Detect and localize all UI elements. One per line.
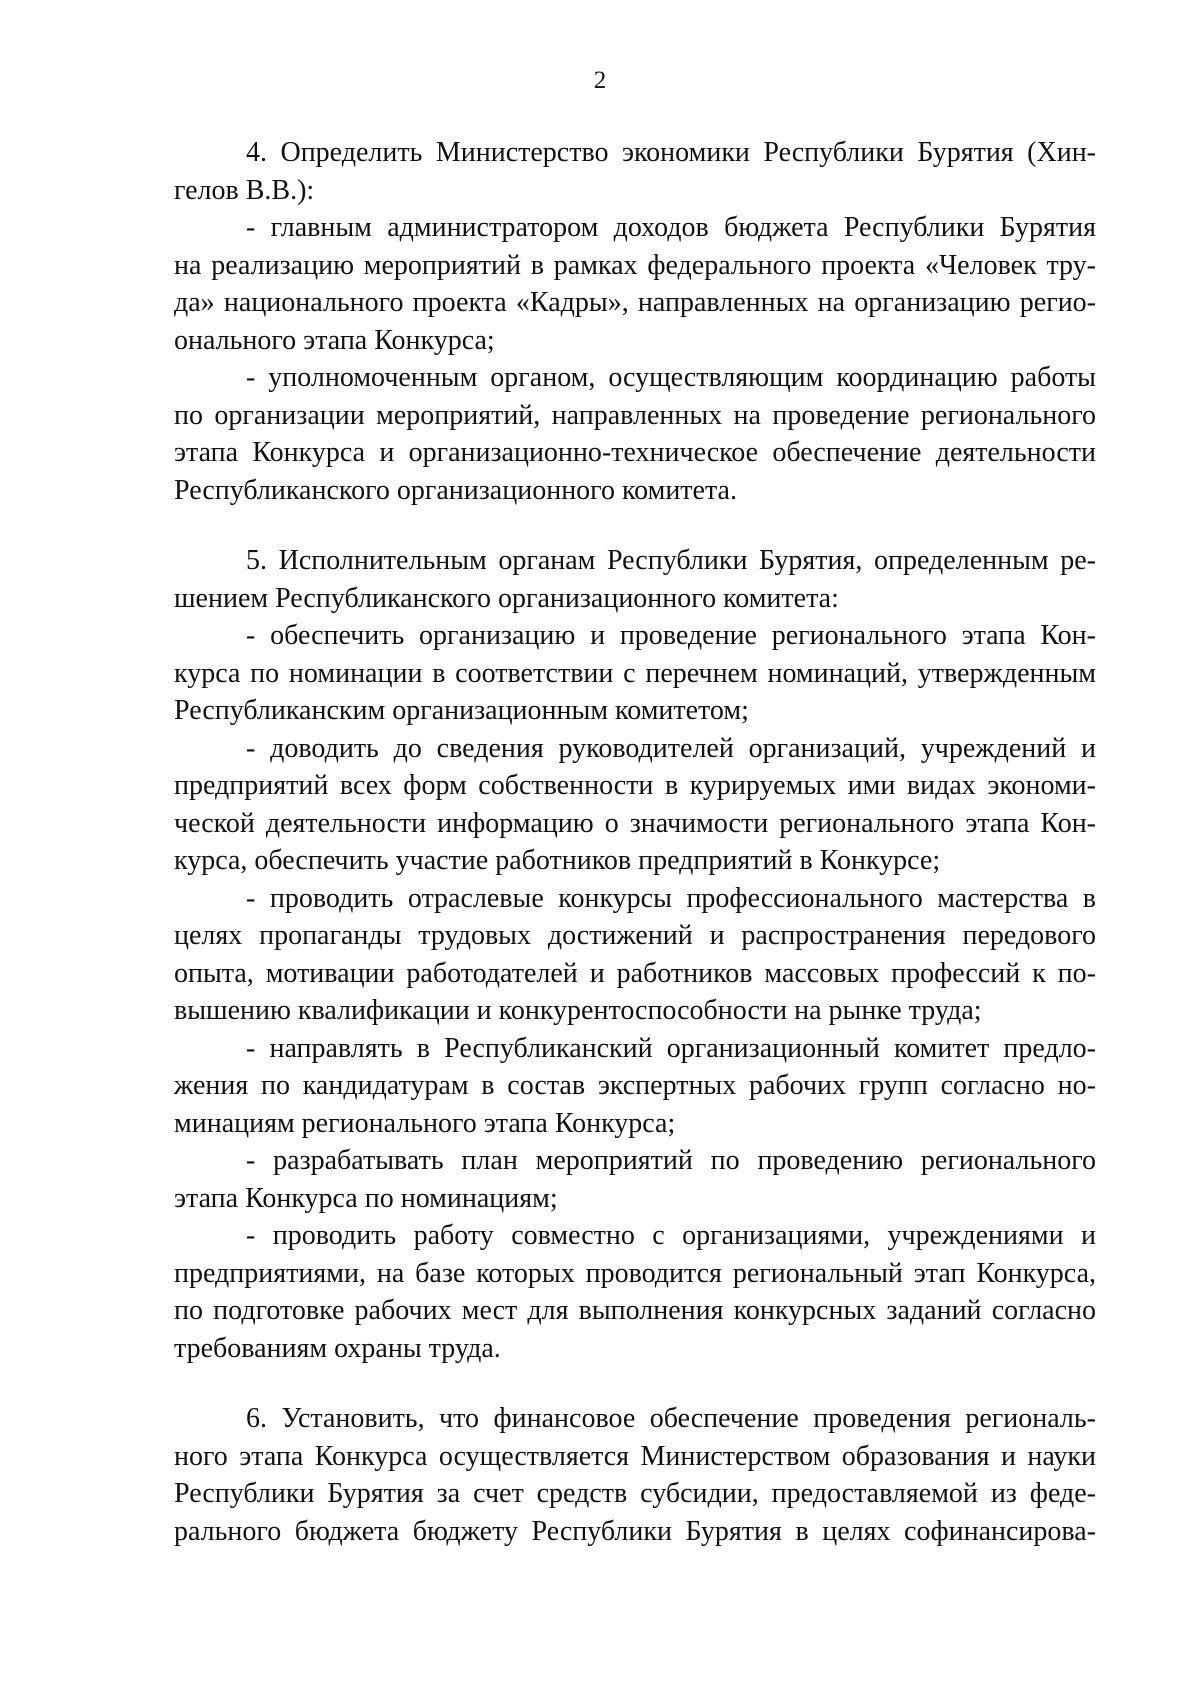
paragraph xyxy=(174,1217,1096,1367)
text-line: Республиканским организационным комитетом; xyxy=(174,695,749,726)
text-line: - направлять в Республиканский организационный комитет предло- xyxy=(246,1032,1096,1064)
text-line: курса, обеспечить участие работников предприятий в Конкурсе; xyxy=(174,845,941,876)
paragraph xyxy=(174,542,1096,617)
text-line: требованиям охраны труда. xyxy=(174,1332,501,1364)
text-line: да» национального проекта «Кадры», направленных на организацию регио- xyxy=(174,287,1096,318)
text-line: 5. Исполнительным органам Республики Бурятия, определенным ре- xyxy=(246,545,1096,576)
text-line: 4. Определить Министерство экономики Республики Бурятия (Хин- xyxy=(246,137,1096,168)
text-line: этапа Конкурса по номинациям; xyxy=(174,1182,558,1214)
text-line: минациям регионального этапа Конкурса; xyxy=(174,1107,676,1139)
paragraph xyxy=(174,359,1096,509)
text-line: - проводить работу совместно с организациями, учреждениями и xyxy=(246,1220,1096,1251)
text-line: по организации мероприятий, направленных на проведение регионального xyxy=(174,399,1096,431)
paragraph xyxy=(174,730,1096,880)
text-line: целях пропаганды трудовых достижений и распространения передового xyxy=(174,920,1096,951)
page-number: 2 xyxy=(593,67,607,94)
paragraph xyxy=(174,880,1096,1030)
text-line: вышению квалификации и конкурентоспособности на рынке труда; xyxy=(174,995,982,1026)
text-line: - главным администратором доходов бюджета Республики Бурятия xyxy=(246,212,1096,243)
paragraph-gap xyxy=(174,1367,1096,1400)
text-line: ного этапа Конкурса осуществляется Министерством образования и науки xyxy=(174,1440,1096,1472)
text-line: предприятиями, на базе которых проводится региональный этап Конкурса, xyxy=(174,1257,1096,1289)
paragraph-gap xyxy=(174,509,1096,542)
text-line: жения по кандидатурам в состав экспертных рабочих групп согласно но- xyxy=(174,1070,1096,1101)
text-line: опыта, мотивации работодателей и работников массовых профессий к по- xyxy=(174,957,1096,989)
text-line: по подготовке рабочих мест для выполнения конкурсных заданий согласно xyxy=(174,1295,1096,1326)
text-line: - уполномоченным органом, осуществляющим координацию работы xyxy=(246,362,1096,393)
text-line: - доводить до сведения руководителей организаций, учреждений и xyxy=(246,732,1096,764)
text-line: предприятий всех форм собственности в курируемых ими видах экономи- xyxy=(174,770,1096,801)
text-line: на реализацию мероприятий в рамках федерального проекта «Человек тру- xyxy=(174,249,1096,281)
text-line: курса по номинации в соответствии с перечнем номинаций, утвержденным xyxy=(174,657,1096,689)
paragraph xyxy=(174,134,1096,209)
text-line: этапа Конкурса и организационно-техническое обеспечение деятельности xyxy=(174,437,1096,468)
text-line: рального бюджета бюджету Республики Бурятия в целях софинансирова- xyxy=(174,1515,1096,1547)
text-line: - разрабатывать план мероприятий по проведению регионального xyxy=(246,1145,1096,1176)
text-line: гелов В.В.): xyxy=(174,174,315,206)
text-line: шением Республиканского организационного комитета: xyxy=(174,582,839,614)
text-line: 6. Установить, что финансовое обеспечение проведения региональ- xyxy=(246,1403,1096,1434)
document-body xyxy=(174,134,1096,1550)
text-line: - обеспечить организацию и проведение регионального этапа Кон- xyxy=(246,620,1096,651)
paragraph xyxy=(174,1142,1096,1217)
text-line: ческой деятельности информацию о значимости регионального этапа Кон- xyxy=(174,807,1096,839)
text-line: онального этапа Конкурса; xyxy=(174,324,495,356)
paragraph xyxy=(174,617,1096,730)
text-line: Республиканского организационного комитета. xyxy=(174,474,737,506)
paragraph xyxy=(174,1400,1096,1550)
paragraph xyxy=(174,209,1096,359)
text-line: Республики Бурятия за счет средств субсидии, предоставляемой из феде- xyxy=(174,1478,1096,1509)
paragraph xyxy=(174,1030,1096,1143)
text-line: - проводить отраслевые конкурсы профессионального мастерства в xyxy=(246,882,1096,914)
